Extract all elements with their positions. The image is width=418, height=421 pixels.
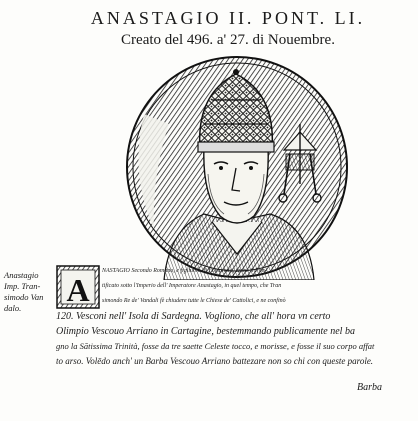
body-line: Olimpio Vescouo Arriano in Cartagine, bestemmando publicamente nel ba	[56, 326, 355, 337]
body-line: tificato sotto l'Imperio dell' Imperatore Anastagio, in quel tempo, che Tran	[102, 283, 282, 289]
margin-note-line: Anastagio	[4, 270, 39, 280]
initial-letter: A	[66, 272, 90, 308]
body-text	[56, 264, 376, 369]
margin-note	[4, 270, 54, 314]
margin-note-line: dalo.	[4, 303, 22, 313]
catchword: Barba	[357, 382, 382, 393]
body-line: NASTAGIO Secondo Romano, e figliuolo di Fortunato, tenne il Pon-	[102, 268, 267, 274]
page-title: ANASTAGIO II. PONT. LI.	[90, 8, 366, 28]
body-line: 120. Vesconi nell' Isola di Sardegna. Vogliono, che all' hora vn certo	[56, 311, 331, 322]
margin-note-line: Imp. Tran-	[4, 281, 41, 291]
margin-note-line: simodo Van	[4, 292, 44, 302]
page-subtitle: Creato del 496. a' 27. di Nouembre.	[121, 32, 335, 48]
body-line: gno la Sātissima Trinità, fosse da tre saette Celeste tocco, e morisse, e fosse il suo corpo affat	[56, 341, 375, 351]
pope-portrait-medallion	[124, 54, 350, 280]
body-line: to arso. Volēdo anch' un Barba Vescouo Arriano battezare non so chi con queste parole.	[56, 356, 374, 366]
body-line: simondo Re de' Vandali fè chiudere tutte le Chiese de' Cattolici, e ne confinò	[102, 298, 286, 304]
